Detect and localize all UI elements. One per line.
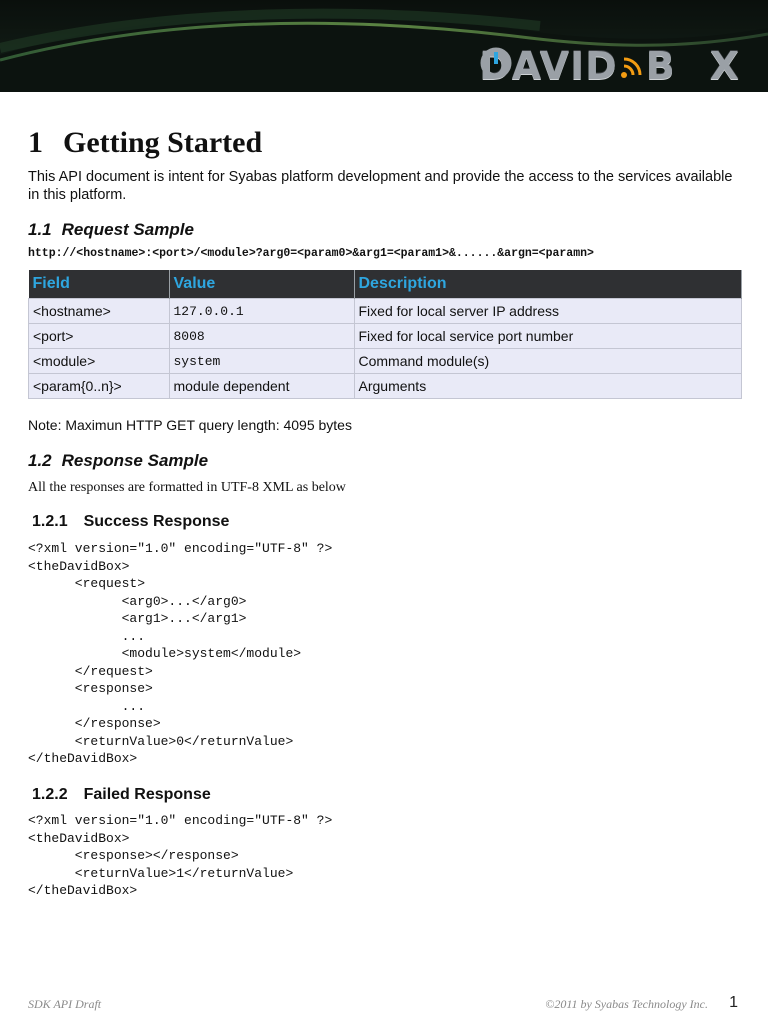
cell-field: <hostname>: [29, 299, 170, 324]
cell-value: system: [169, 349, 354, 374]
page-number: 1: [729, 994, 738, 1011]
subsection-heading: [28, 451, 208, 471]
cell-description: Fixed for local server IP address: [354, 299, 742, 324]
subsubsection-title: Failed Response: [83, 786, 211, 803]
subsubsection-title: Success Response: [83, 513, 230, 530]
header-description: Description: [354, 270, 742, 299]
cell-value: 127.0.0.1: [169, 299, 354, 324]
table-header-row: [29, 270, 742, 299]
cell-field: <module>: [29, 349, 170, 374]
subsection-number: 1.2: [28, 451, 52, 470]
wifi-icon: [618, 51, 646, 81]
davidbox-logo: DAVID B X: [479, 44, 740, 88]
cell-description: Fixed for local service port number: [354, 324, 742, 349]
header-banner: [0, 0, 768, 92]
section-title: Getting Started: [63, 126, 263, 159]
section-heading: [28, 126, 262, 160]
subsection-title: Request Sample: [61, 220, 194, 239]
cell-description: Arguments: [354, 374, 742, 399]
header-field: Field: [29, 270, 170, 299]
cell-description: Command module(s): [354, 349, 742, 374]
section-number: 1: [28, 126, 43, 159]
request-url: http://<hostname>:<port>/<module>?arg0=<param0>&arg1=<param1>&......&argn=<paramn>: [28, 247, 594, 260]
power-icon: [676, 49, 710, 83]
cell-value: module dependent: [169, 374, 354, 399]
subsubsection-heading: [32, 513, 229, 531]
cell-field: <port>: [29, 324, 170, 349]
success-response-code: <?xml version="1.0" encoding="UTF-8" ?> <theDavidBox> <request> <arg0>...</arg0> <arg1>...</arg1> ... <module>system</module> </request> <response> ... </response> <returnValue>0</returnValue> </theDavidBox>: [28, 541, 333, 766]
table-row: [29, 374, 742, 399]
intro-paragraph: This API document is intent for Syabas platform development and provide the access to the services available in this platform.: [28, 169, 733, 203]
subsection-title: Response Sample: [61, 451, 209, 470]
subsubsection-number: 1.2.2: [32, 786, 68, 803]
subsection-number: 1.1: [28, 220, 52, 239]
footer-draft-label: SDK API Draft: [28, 997, 102, 1011]
cell-field: <param{0..n}>: [29, 374, 170, 399]
table-row: [29, 349, 742, 374]
parameter-table: [28, 270, 742, 399]
header-value: Value: [169, 270, 354, 299]
table-row: [29, 324, 742, 349]
failed-response-code: <?xml version="1.0" encoding="UTF-8" ?> <theDavidBox> <response></response> <returnValue>1</returnValue> </theDavidBox>: [28, 813, 333, 898]
subsubsection-number: 1.2.1: [32, 513, 68, 530]
cell-value: 8008: [169, 324, 354, 349]
query-length-note: Note: Maximun HTTP GET query length: 4095 bytes: [28, 417, 352, 433]
subsection-heading: [28, 220, 194, 240]
footer-copyright: ©2011 by Syabas Technology Inc.: [545, 997, 708, 1011]
table-row: [29, 299, 742, 324]
response-description: All the responses are formatted in UTF-8 XML as below: [28, 480, 346, 495]
subsubsection-heading: [32, 786, 211, 804]
